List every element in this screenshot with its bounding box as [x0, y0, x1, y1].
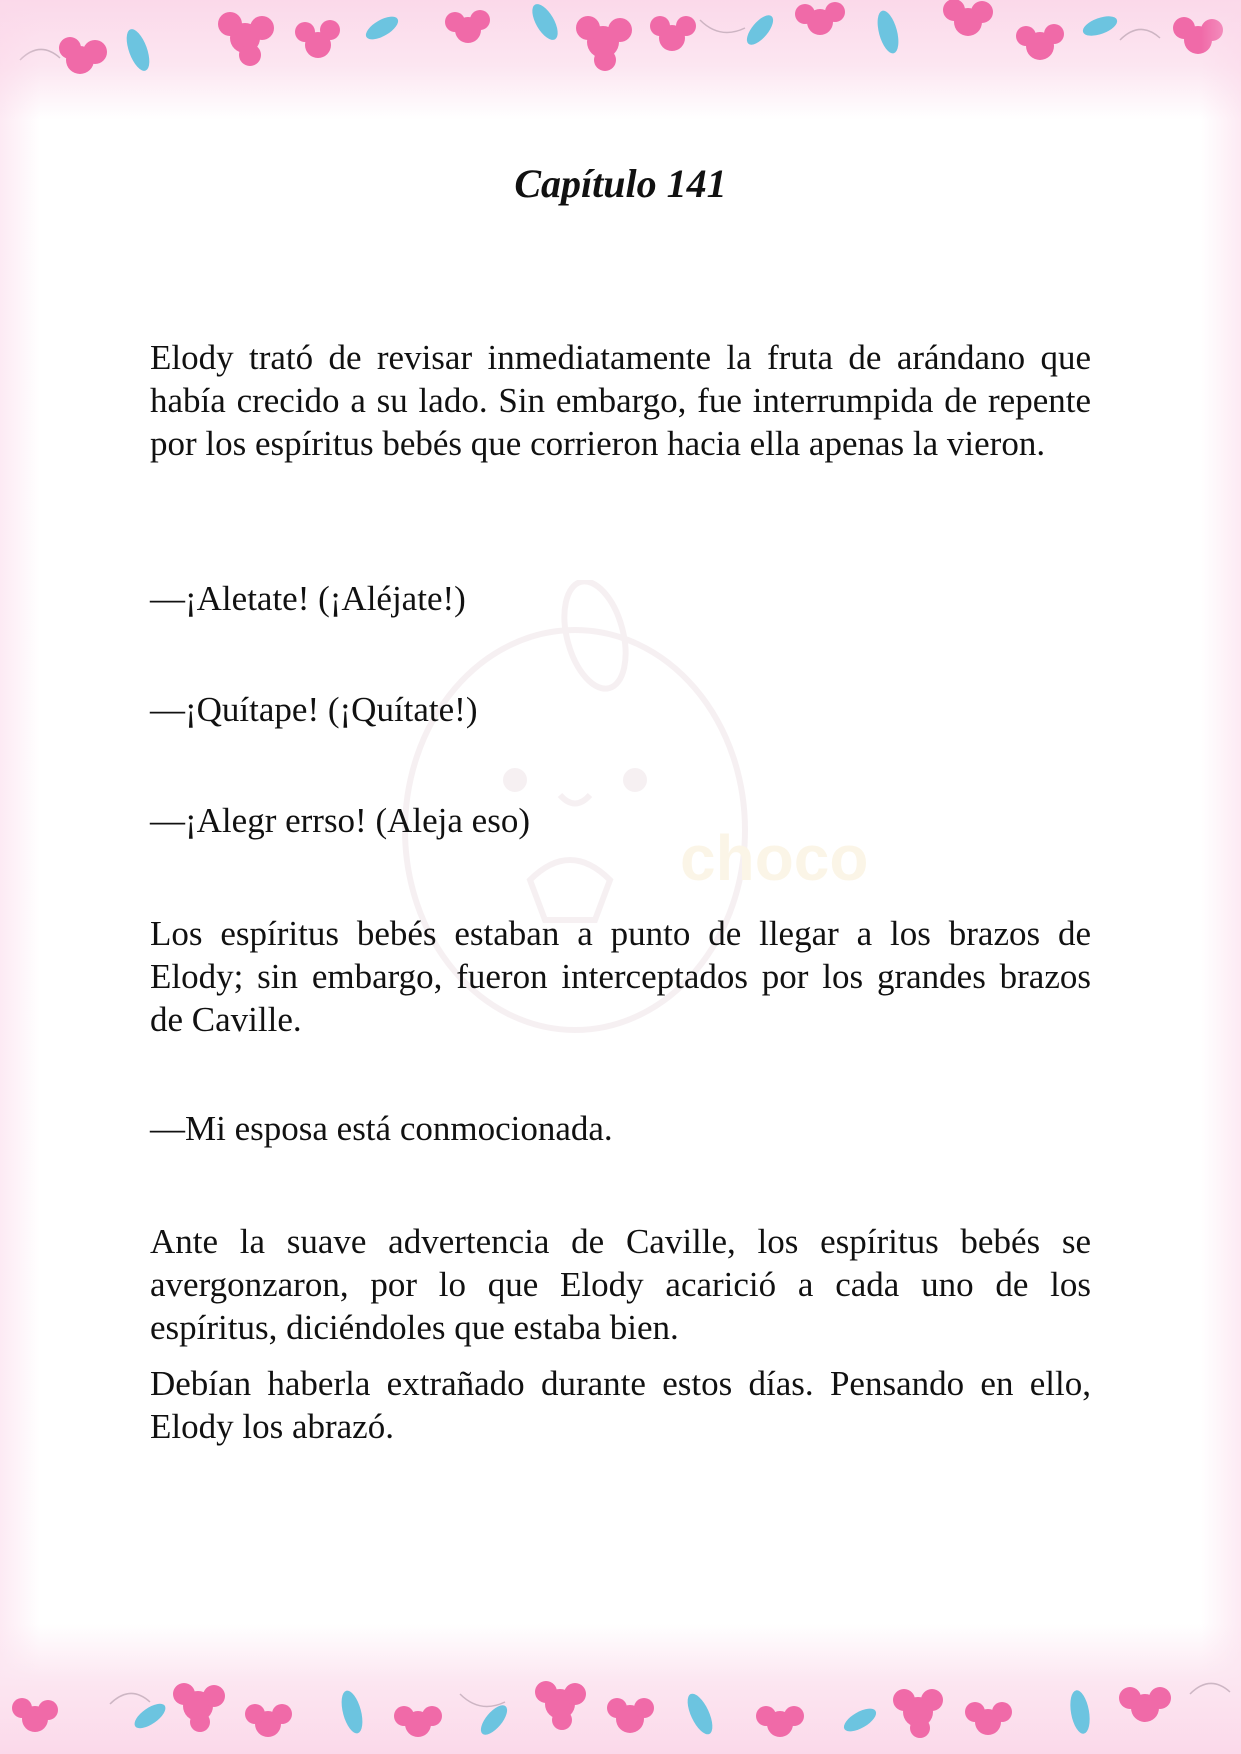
paragraph: Ante la suave advertencia de Caville, los espíritus bebés se avergonzaron, por lo que Elody acarició a cada uno de los espíritus, diciéndoles que estaba bien. [150, 1222, 1091, 1347]
top-floral-border [0, 0, 1241, 120]
flower-border-top-graphic [0, 0, 1241, 120]
dialogue-line: —¡Alegr errso! (Aleja eso) [150, 801, 530, 840]
dialogue-line: —¡Quítape! (¡Quítate!) [150, 690, 478, 729]
bottom-floral-border [0, 1624, 1241, 1754]
left-edge-glow [0, 0, 40, 1754]
watermark-text: choco [680, 822, 869, 894]
paragraph: Elody trató de revisar inmediatamente la fruta de arándano que había crecido a su lado. Sin embargo, fue interrumpida de repente por los espíritus bebés que corrieron hacia ella apenas la vieron. [150, 338, 1091, 463]
paragraph: Debían haberla extrañado durante estos días. Pensando en ello, Elody los abrazó. [150, 1364, 1091, 1446]
paragraph: Los espíritus bebés estaban a punto de llegar a los brazos de Elody; sin embargo, fueron interceptados por los grandes brazos de Caville. [150, 914, 1091, 1039]
right-edge-glow [1201, 0, 1241, 1754]
dialogue-line: —¡Aletate! (¡Aléjate!) [150, 579, 466, 618]
flower-border-bottom-graphic [0, 1624, 1241, 1754]
dialogue-line: —Mi esposa está conmocionada. [150, 1109, 613, 1148]
chapter-title: Capítulo 141 [514, 161, 727, 206]
